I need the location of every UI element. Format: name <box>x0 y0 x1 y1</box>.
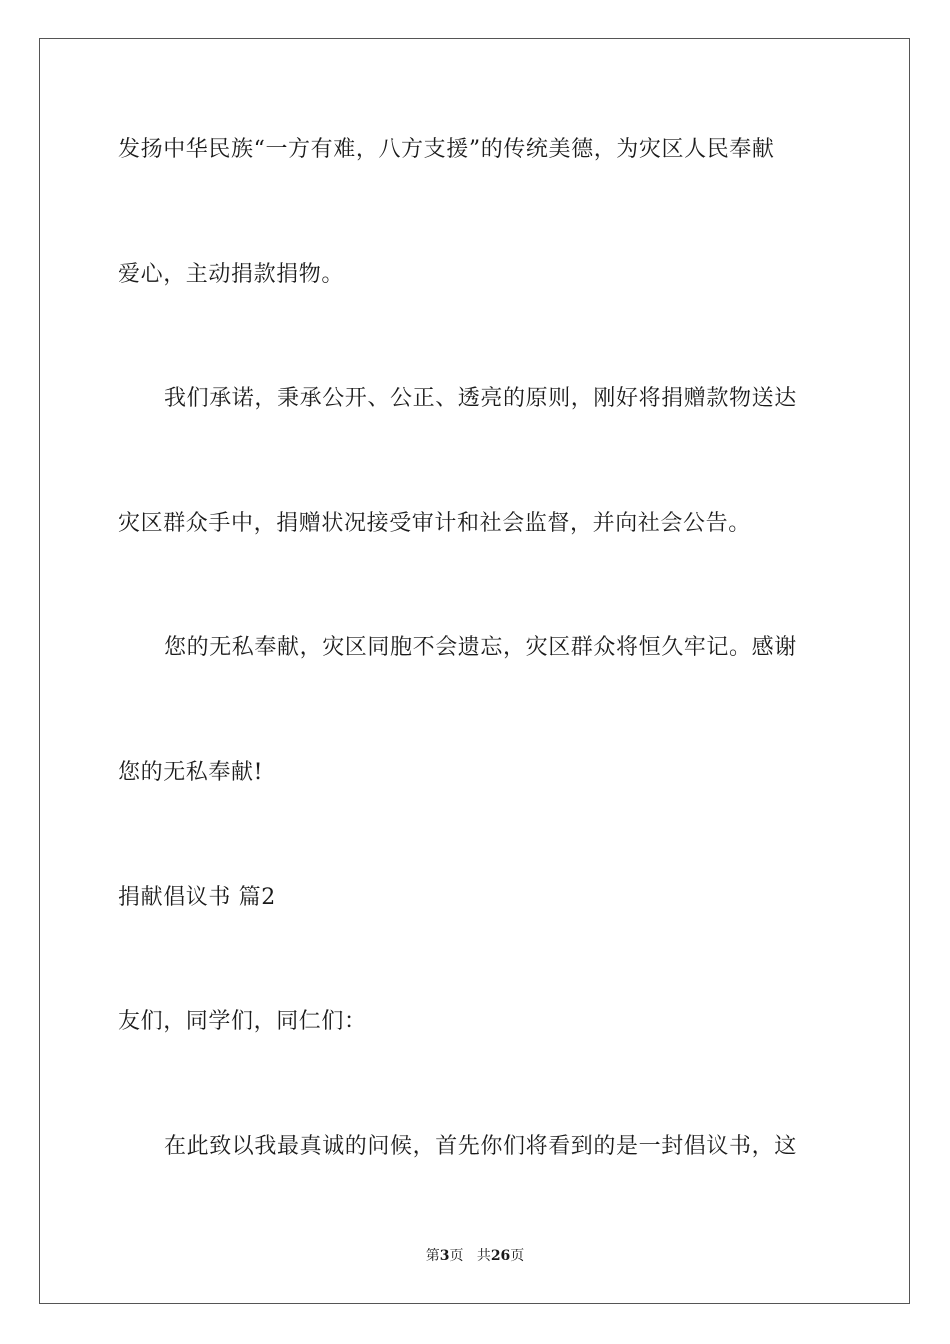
page-frame <box>39 38 910 1304</box>
footer-total-suffix: 页 <box>510 1248 525 1264</box>
footer-page-suffix: 页 <box>449 1248 464 1264</box>
body-line-1: 发扬中华民族“一方有难，八方支援”的传统美德，为灾区人民奉献 <box>118 137 775 162</box>
body-line-3: 我们承诺，秉承公开、公正、透亮的原则，刚好将捐赠款物送达 <box>164 386 797 411</box>
footer-total-prefix: 共 <box>476 1248 491 1264</box>
body-line-2: 爱心，主动捐款捐物。 <box>118 262 345 287</box>
body-line-6: 您的无私奉献! <box>118 760 264 785</box>
page-footer <box>0 1247 950 1265</box>
body-line-5: 您的无私奉献，灾区同胞不会遗忘，灾区群众将恒久牢记。感谢 <box>164 635 797 660</box>
salutation-line: 友们，同学们，同仁们： <box>118 1009 367 1034</box>
body-line-7: 在此致以我最真诚的问候，首先你们将看到的是一封倡议书，这 <box>164 1134 797 1159</box>
footer-page-prefix: 第 <box>425 1248 440 1264</box>
body-line-4: 灾区群众手中，捐赠状况接受审计和社会监督，并向社会公告。 <box>118 511 751 536</box>
footer-total-pages: 26 <box>490 1248 511 1264</box>
footer-page-number: 3 <box>439 1248 450 1264</box>
section-heading: 捐献倡议书 篇2 <box>118 885 276 910</box>
